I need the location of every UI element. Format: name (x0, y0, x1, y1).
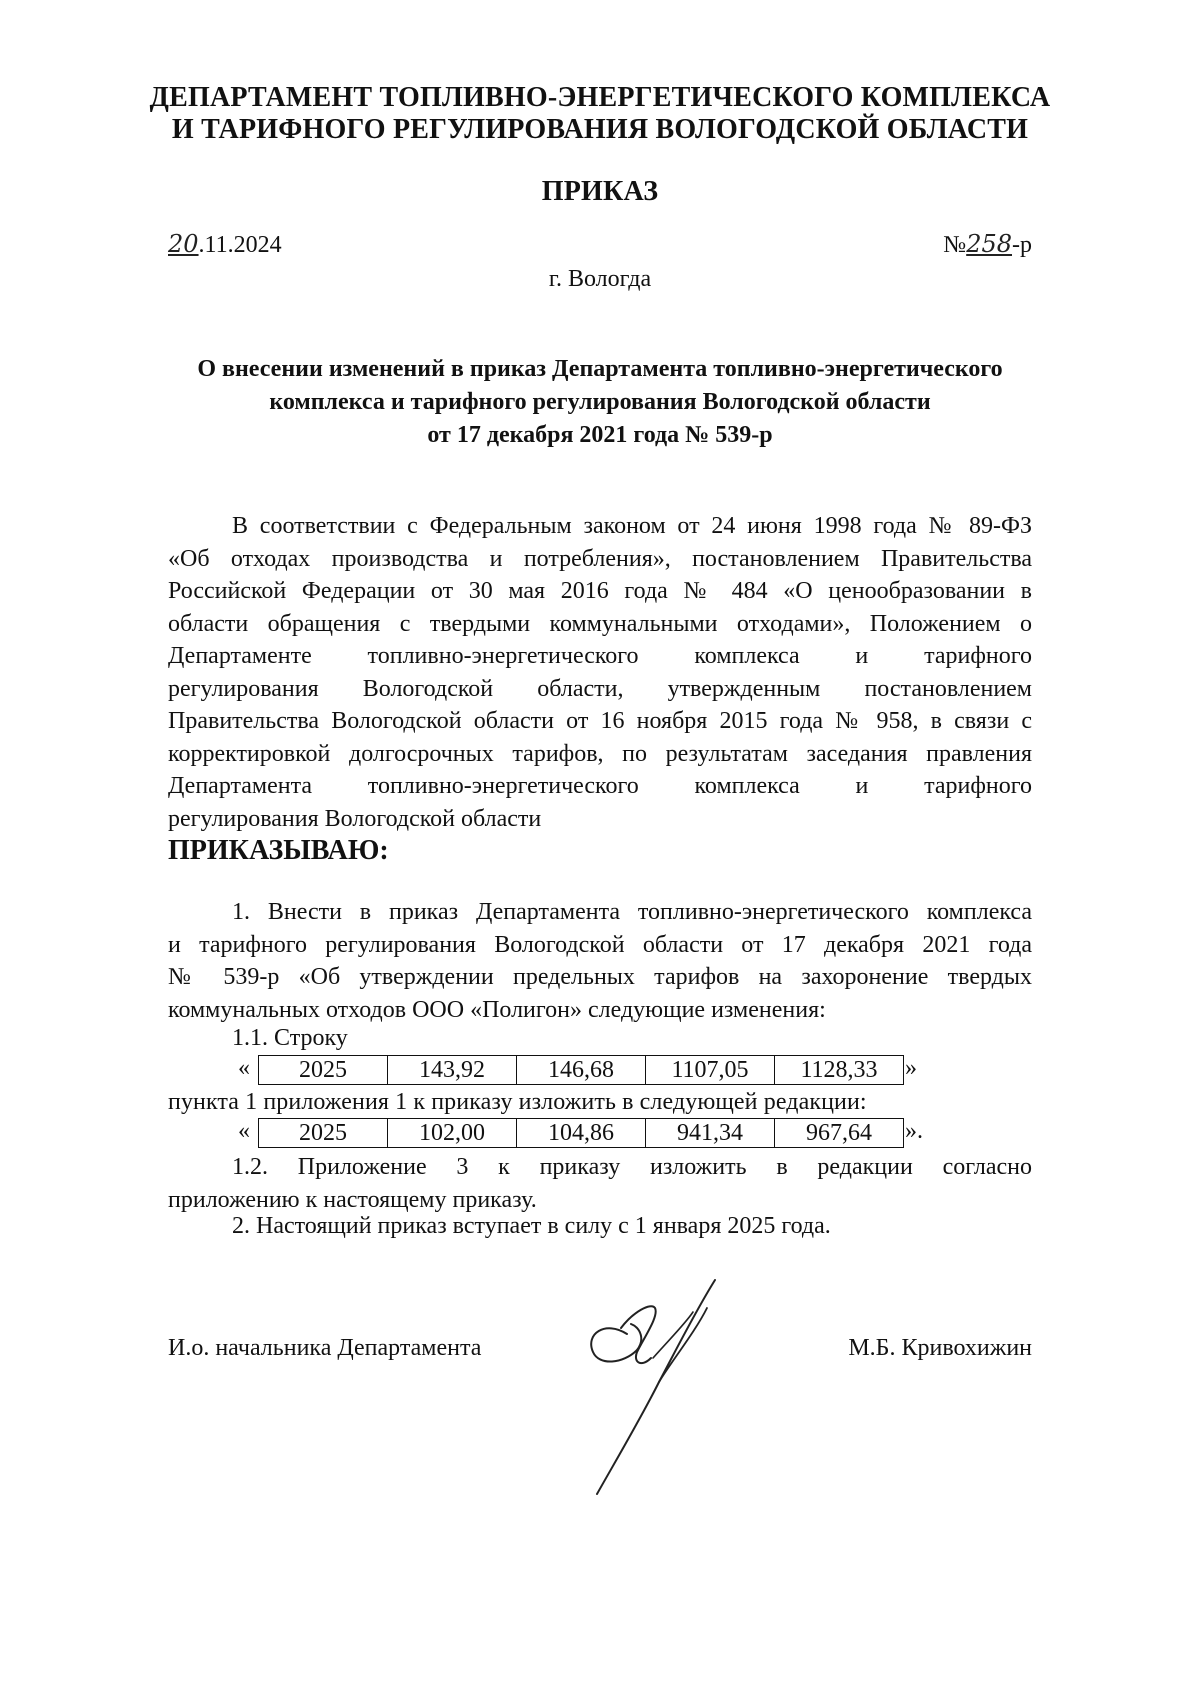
date-printed: .11.2024 (198, 232, 282, 258)
table-row (259, 1056, 904, 1085)
table-cell: 2025 (259, 1119, 388, 1148)
item-1-line: и тарифного регулирования Вологодской области от 17 декабря 2021 года (168, 931, 1032, 958)
item-1-line: № 539-р «Об утверждении предельных тарифов на захоронение твердых (168, 964, 1032, 990)
item-1-1-label: 1.1. Строку (232, 1025, 348, 1051)
preamble-line: Департамента топливно-энергетического комплекса и тарифного (168, 773, 1032, 799)
preamble-line: регулирования Вологодской области (168, 805, 542, 832)
handwritten-signature (575, 1272, 735, 1502)
preamble-line: «Об отходах производства и потребления», постановлением Правительства (168, 545, 1032, 572)
table-cell: 143,92 (388, 1056, 517, 1085)
preamble (168, 510, 1032, 835)
title-line2: комплекса и тарифного регулирования Вологодской области (269, 389, 931, 415)
title-line3: от 17 декабря 2021 года № 539-р (427, 422, 773, 448)
table-cell: 1107,05 (646, 1056, 775, 1085)
new-row-close-quote: ». (905, 1118, 923, 1144)
old-row-close-quote: » (905, 1055, 917, 1081)
table-cell: 102,00 (388, 1119, 517, 1148)
table-cell: 1128,33 (775, 1056, 904, 1085)
item-1-2 (168, 1151, 1032, 1216)
preamble-line: Департаменте топливно-энергетического комплекса и тарифного (168, 643, 1032, 669)
number-suffix: -р (1012, 232, 1032, 258)
document-type: ПРИКАЗ (541, 176, 659, 207)
department-name-line1: ДЕПАРТАМЕНТ ТОПЛИВНО-ЭНЕРГЕТИЧЕСКОГО КОМПЛЕКСА (149, 82, 1051, 113)
document-date (168, 230, 282, 259)
item-2: 2. Настоящий приказ вступает в силу с 1 января 2025 года. (232, 1213, 831, 1239)
table-cell: 941,34 (646, 1119, 775, 1148)
document-number (943, 230, 1032, 259)
document-city: г. Вологда (548, 266, 652, 292)
table-cell: 967,64 (775, 1119, 904, 1148)
number-handwritten: 258 (966, 230, 1012, 258)
department-name-line2: И ТАРИФНОГО РЕГУЛИРОВАНИЯ ВОЛОГОДСКОЙ ОБЛАСТИ (171, 114, 1029, 145)
date-handwritten: 20 (168, 230, 199, 258)
number-prefix: № (943, 232, 967, 258)
preamble-line: корректировкой долгосрочных тарифов, по результатам заседания правления (168, 740, 1032, 767)
new-tariff-row-table (258, 1118, 904, 1148)
preamble-line: регулирования Вологодской области, утвержденным постановлением (168, 675, 1032, 702)
preamble-line: области обращения с твердыми коммунальными отходами», Положением о (168, 610, 1032, 637)
item-1-line: коммунальных отходов ООО «Полигон» следующие изменения: (168, 996, 826, 1023)
title-line1: О внесении изменений в приказ Департамента топливно-энергетического (197, 356, 1003, 382)
preamble-line: В соответствии с Федеральным законом от 24 июня 1998 года № 89-ФЗ (232, 513, 1032, 539)
item-1-2-line: 1.2. Приложение 3 к приказу изложить в редакции согласно (232, 1154, 1032, 1180)
new-row-open-quote: « (238, 1118, 250, 1144)
between-text: пункта 1 приложения 1 к приказу изложить в следующей редакции: (168, 1089, 867, 1115)
signatory-position: И.о. начальника Департамента (168, 1335, 482, 1361)
item-1 (168, 896, 1032, 1026)
preamble-line: Правительства Вологодской области от 16 ноября 2015 года № 958, в связи с (168, 708, 1032, 734)
table-cell: 146,68 (517, 1056, 646, 1085)
order-word: ПРИКАЗЫВАЮ: (168, 835, 389, 866)
item-1-line: 1. Внести в приказ Департамента топливно-энергетического комплекса (232, 899, 1032, 925)
signatory-name: М.Б. Кривохижин (848, 1335, 1032, 1361)
table-cell: 104,86 (517, 1119, 646, 1148)
item-1-2-line: приложению к настоящему приказу. (168, 1186, 537, 1213)
preamble-line: Российской Федерации от 30 мая 2016 года № 484 «О ценообразовании в (168, 578, 1032, 604)
table-row (259, 1119, 904, 1148)
old-tariff-row-table (258, 1055, 904, 1085)
old-row-open-quote: « (238, 1055, 250, 1081)
table-cell: 2025 (259, 1056, 388, 1085)
